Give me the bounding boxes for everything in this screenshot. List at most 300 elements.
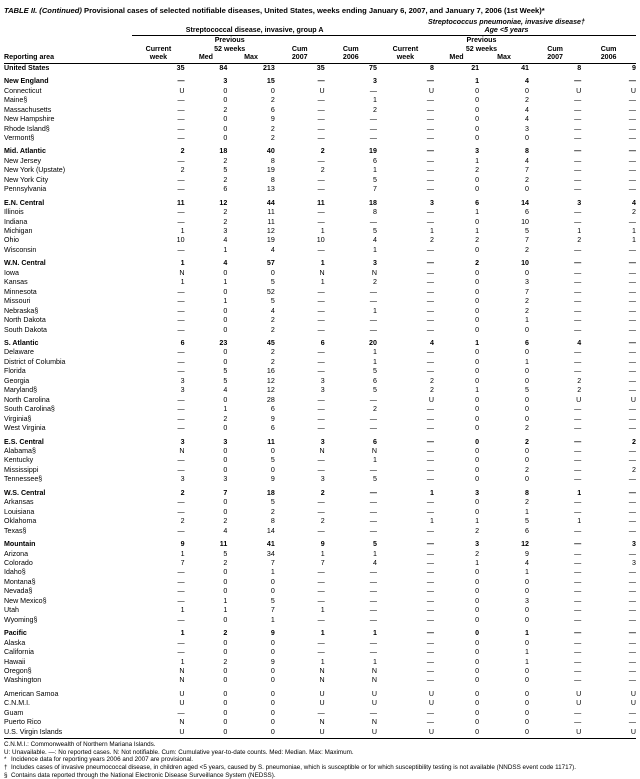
value-cell: — — [426, 405, 434, 414]
value-cell: 0 — [475, 268, 480, 277]
value-cell: 1 — [372, 166, 377, 175]
value-cell: 2 — [525, 297, 529, 306]
value-cell: — — [369, 517, 377, 526]
value-cell: — — [369, 638, 377, 647]
value-cell: 5 — [270, 498, 275, 507]
value-cell: — — [369, 115, 377, 124]
value-cell: U — [576, 689, 582, 698]
value-cell: 0 — [525, 325, 529, 334]
value-cell: 0 — [223, 708, 228, 717]
value-cell: 0 — [475, 348, 480, 357]
value-cell: — — [574, 115, 582, 124]
value-cell: — — [317, 568, 325, 577]
value-cell: 5 — [525, 386, 529, 395]
weeks52-label-b: 52 weeks — [465, 44, 498, 53]
value-cell: — — [369, 526, 377, 535]
value-cell: — — [628, 498, 636, 507]
value-cell: 1 — [320, 227, 325, 236]
med-header-b: Med — [449, 53, 464, 62]
value-cell: 0 — [475, 475, 480, 484]
value-cell: 1 — [372, 657, 377, 666]
value-cell: — — [426, 185, 434, 194]
value-cell: — — [628, 657, 636, 666]
value-cell: 1 — [372, 348, 377, 357]
value-cell: 12 — [266, 386, 275, 395]
reporting-area-cell: Pennsylvania — [4, 185, 47, 194]
previous-label-row — [4, 36, 636, 45]
value-cell: 5 — [372, 386, 377, 395]
value-cell: 9 — [270, 115, 275, 124]
value-cell: 0 — [525, 587, 529, 596]
reporting-area-cell: Connecticut — [4, 86, 42, 95]
value-cell: 11 — [317, 198, 325, 207]
value-cell: 1 — [180, 227, 185, 236]
footnote-cnmi: C.N.M.I.: Commonwealth of Northern Mariana Islands. — [4, 741, 156, 749]
value-cell: 2 — [180, 166, 185, 175]
value-cell: U — [428, 86, 434, 95]
value-cell: — — [628, 185, 636, 194]
rule-table-bottom — [4, 737, 636, 739]
value-cell: 19 — [369, 147, 377, 156]
value-cell: 84 — [219, 63, 228, 72]
reporting-area-cell: West Virginia — [4, 424, 46, 433]
reporting-area-cell: U.S. Virgin Islands — [4, 727, 63, 736]
value-cell: U — [630, 689, 636, 698]
value-cell: — — [317, 498, 325, 507]
value-cell: 0 — [223, 507, 228, 516]
value-cell: 6 — [475, 198, 480, 207]
value-cell: — — [177, 208, 185, 217]
value-cell: 2 — [430, 386, 434, 395]
value-cell: 3 — [320, 376, 325, 385]
value-cell: 0 — [475, 278, 480, 287]
reporting-area-cell: Virginia§ — [4, 414, 32, 423]
value-cell: — — [628, 456, 636, 465]
value-cell: — — [628, 568, 636, 577]
value-cell: 5 — [372, 227, 377, 236]
table-row — [4, 185, 636, 194]
value-cell: — — [317, 414, 325, 423]
reporting-area-cell: Georgia — [4, 376, 30, 385]
value-cell: — — [426, 606, 434, 615]
value-cell: — — [574, 217, 582, 226]
value-cell: — — [574, 718, 582, 727]
value-cell: — — [317, 648, 325, 657]
value-cell: 3 — [475, 540, 480, 549]
reporting-area-cell: Wyoming§ — [4, 615, 38, 624]
value-cell: 7 — [525, 236, 529, 245]
group-header-strep-a: Streptococcal disease, invasive, group A — [185, 26, 324, 34]
value-cell: 5 — [270, 456, 275, 465]
value-cell: — — [426, 657, 434, 666]
reporting-area-cell: Tennessee§ — [4, 475, 43, 484]
value-cell: U — [428, 727, 434, 736]
value-cell: 2 — [223, 105, 228, 114]
footnote-section-mark: § — [4, 771, 8, 779]
footnotes — [4, 741, 636, 779]
value-cell: — — [426, 175, 434, 184]
value-cell: 2 — [525, 96, 529, 105]
reporting-area-cell: Vermont§ — [4, 133, 35, 142]
value-cell: — — [628, 339, 636, 348]
value-cell: 1 — [525, 568, 529, 577]
table-row — [4, 63, 636, 73]
reporting-area-cell: New Jersey — [4, 156, 42, 165]
value-cell: — — [628, 638, 636, 647]
value-cell: — — [628, 708, 636, 717]
footnote-legend: U: Unavailable. —: No reported cases. N: Not notifiable. Cum: Cumulative year-to-date counts. Med: Median. Max: Maximum. — [4, 748, 354, 756]
group-header-strep-pneumo — [377, 18, 636, 34]
value-cell: 0 — [475, 587, 480, 596]
value-cell: — — [317, 325, 325, 334]
value-cell: 3 — [475, 147, 480, 156]
previous-label-a: Previous — [214, 36, 245, 44]
value-cell: 11 — [267, 208, 275, 217]
value-cell: — — [317, 133, 325, 142]
value-cell: — — [426, 596, 434, 605]
reporting-area-cell: New Hampshire — [4, 115, 55, 124]
value-cell: 0 — [475, 217, 480, 226]
value-cell: U — [319, 86, 325, 95]
reporting-area-cell: Montana§ — [4, 577, 36, 586]
value-cell: 9 — [320, 540, 325, 549]
reporting-area-cell: New Mexico§ — [4, 596, 47, 605]
value-cell: 0 — [223, 498, 228, 507]
reporting-area-cell: Kentucky — [4, 456, 34, 465]
value-cell: 0 — [475, 124, 480, 133]
value-cell: 0 — [270, 708, 275, 717]
value-cell: — — [177, 648, 185, 657]
max-header-a: Max — [244, 53, 258, 62]
value-cell: — — [628, 386, 636, 395]
value-cell: U — [319, 699, 325, 708]
value-cell: 1 — [372, 306, 377, 315]
value-cell: 4 — [223, 526, 228, 535]
value-cell: 0 — [475, 395, 480, 404]
value-cell: 0 — [270, 587, 275, 596]
value-cell: 0 — [270, 86, 275, 95]
value-cell: — — [369, 395, 377, 404]
value-cell: — — [426, 475, 434, 484]
value-cell: 18 — [266, 488, 275, 497]
table-row — [4, 447, 636, 456]
value-cell: 0 — [475, 376, 480, 385]
table-row — [4, 424, 636, 433]
value-cell: 3 — [577, 198, 582, 207]
value-cell: — — [177, 77, 185, 86]
table-body — [4, 63, 636, 737]
value-cell: — — [317, 638, 325, 647]
value-cell: 1 — [223, 245, 228, 254]
reporting-area-cell: Florida — [4, 367, 26, 376]
table-row — [4, 597, 636, 606]
value-cell: — — [369, 287, 377, 296]
weeks52-label-row — [4, 45, 636, 54]
table-row — [4, 648, 636, 657]
value-cell: 1 — [372, 96, 377, 105]
value-cell: 0 — [223, 357, 228, 366]
value-cell: — — [317, 185, 325, 194]
table-row — [4, 208, 636, 217]
value-cell: — — [317, 405, 325, 414]
value-cell: — — [317, 105, 325, 114]
value-cell: U — [576, 86, 582, 95]
table-row — [4, 176, 636, 185]
value-cell: — — [628, 278, 636, 287]
value-cell: 0 — [223, 727, 228, 736]
value-cell: 0 — [475, 648, 480, 657]
value-cell: 3 — [223, 475, 228, 484]
value-cell: 8 — [430, 63, 434, 72]
value-cell: — — [177, 507, 185, 516]
value-cell: — — [177, 287, 185, 296]
value-cell: U — [630, 86, 636, 95]
value-cell: 0 — [223, 96, 228, 105]
value-cell: — — [628, 306, 636, 315]
value-cell: 6 — [270, 105, 275, 114]
value-cell: 9 — [270, 475, 275, 484]
value-cell: 0 — [525, 395, 529, 404]
value-cell: 0 — [525, 447, 529, 455]
value-cell: — — [574, 638, 582, 647]
table-row — [4, 96, 636, 105]
value-cell: — — [628, 325, 636, 334]
value-cell: 0 — [270, 638, 275, 647]
value-cell: U — [179, 689, 185, 698]
value-cell: 9 — [270, 629, 275, 638]
value-cell: U — [371, 689, 377, 698]
value-cell: 0 — [223, 718, 228, 727]
value-cell: 1 — [475, 558, 480, 567]
value-cell: 1 — [475, 208, 480, 217]
value-cell: — — [177, 325, 185, 334]
value-cell: — — [628, 147, 636, 156]
value-cell: 1 — [475, 517, 480, 526]
value-cell: 2 — [270, 124, 275, 133]
value-cell: 4 — [223, 259, 228, 268]
value-cell: 0 — [525, 606, 529, 615]
value-cell: — — [574, 367, 582, 376]
value-cell: — — [317, 156, 325, 165]
value-cell: 8 — [577, 63, 582, 72]
value-cell: — — [426, 424, 434, 433]
value-cell: 1 — [320, 606, 325, 615]
value-cell: 1 — [430, 488, 434, 497]
value-cell: N — [319, 447, 325, 455]
value-cell: 0 — [525, 689, 529, 698]
value-cell: — — [177, 185, 185, 194]
reporting-area-cell: Colorado — [4, 558, 33, 567]
value-cell: 2 — [270, 348, 275, 357]
value-cell: 0 — [270, 689, 275, 698]
footnote-dagger-mark: † — [4, 763, 8, 771]
value-cell: 2 — [577, 376, 582, 385]
value-cell: 0 — [475, 115, 480, 124]
table-row — [4, 218, 636, 227]
table-row — [4, 236, 636, 245]
value-cell: 1 — [320, 259, 325, 268]
reporting-area-cell: Mississippi — [4, 465, 39, 474]
value-cell: N — [179, 447, 185, 455]
value-cell: — — [369, 577, 377, 586]
table-row — [4, 718, 636, 727]
value-cell: 0 — [223, 676, 228, 685]
value-cell: — — [426, 105, 434, 114]
value-cell: 2 — [223, 175, 228, 184]
value-cell: — — [628, 376, 636, 385]
table-row — [4, 278, 636, 287]
value-cell: 0 — [525, 666, 529, 675]
value-cell: — — [628, 606, 636, 615]
table-row — [4, 106, 636, 115]
value-cell: — — [628, 124, 636, 133]
value-cell: — — [317, 115, 325, 124]
value-cell: 2 — [475, 526, 480, 535]
table-row — [4, 339, 636, 348]
table-row — [4, 405, 636, 414]
value-cell: 1 — [475, 227, 480, 236]
table-row — [4, 316, 636, 325]
value-cell: 0 — [223, 316, 228, 325]
value-cell: — — [369, 615, 377, 624]
value-cell: — — [369, 507, 377, 516]
value-cell: 2 — [320, 488, 325, 497]
table-row — [4, 288, 636, 297]
value-cell: 0 — [223, 465, 228, 474]
value-cell: 0 — [270, 577, 275, 586]
value-cell: — — [426, 666, 434, 675]
table-row — [4, 386, 636, 395]
value-cell: 1 — [180, 657, 185, 666]
value-cell: U — [179, 86, 185, 95]
reporting-area-cell: Oregon§ — [4, 666, 32, 675]
notifiable-diseases-table — [4, 18, 636, 739]
value-cell: 5 — [270, 278, 275, 287]
value-cell: 5 — [270, 297, 275, 306]
value-cell: — — [628, 217, 636, 226]
value-cell: 1 — [180, 259, 185, 268]
value-cell: 5 — [372, 475, 377, 484]
value-cell: 0 — [475, 699, 480, 708]
value-cell: 8 — [270, 156, 275, 165]
value-cell: 1 — [577, 488, 582, 497]
table-row — [4, 166, 636, 175]
value-cell: 7 — [270, 606, 275, 615]
value-cell: — — [177, 708, 185, 717]
value-cell: 2 — [525, 424, 529, 433]
reporting-area-cell: Nevada§ — [4, 587, 33, 596]
value-cell: — — [628, 297, 636, 306]
value-cell: — — [426, 348, 434, 357]
value-cell: — — [369, 488, 377, 497]
value-cell: — — [574, 105, 582, 114]
value-cell: 1 — [475, 339, 480, 348]
table-row — [4, 297, 636, 306]
cum2006-header-b: 2006 — [600, 53, 617, 62]
value-cell: 2 — [223, 414, 228, 423]
value-cell: 6 — [525, 208, 529, 217]
value-cell: — — [426, 638, 434, 647]
reporting-area-cell: Oklahoma — [4, 517, 37, 526]
value-cell: 3 — [320, 475, 325, 484]
reporting-area-cell: Kansas — [4, 278, 28, 287]
value-cell: — — [177, 498, 185, 507]
value-cell: — — [574, 133, 582, 142]
value-cell: — — [369, 587, 377, 596]
value-cell: 0 — [475, 507, 480, 516]
value-cell: N — [371, 447, 377, 455]
value-cell: 3 — [372, 77, 377, 86]
value-cell: 9 — [180, 540, 185, 549]
reporting-area-cell: Utah — [4, 606, 19, 615]
value-cell: 0 — [270, 666, 275, 675]
value-cell: — — [628, 367, 636, 376]
value-cell: — — [628, 587, 636, 596]
value-cell: — — [177, 526, 185, 535]
value-cell: 2 — [270, 316, 275, 325]
reporting-area-cell: Missouri — [4, 297, 31, 306]
value-cell: — — [628, 414, 636, 423]
table-row — [4, 587, 636, 596]
med-header-a: Med — [198, 53, 214, 62]
footnote-dagger-row — [4, 764, 636, 772]
value-cell: 10 — [521, 217, 529, 226]
value-cell: 0 — [525, 615, 529, 624]
value-cell: — — [628, 577, 636, 586]
value-cell: — — [317, 175, 325, 184]
value-cell: — — [369, 424, 377, 433]
value-cell: 3 — [320, 437, 325, 446]
value-cell: 6 — [372, 376, 377, 385]
value-cell: 1 — [372, 456, 377, 465]
value-cell: 2 — [223, 208, 228, 217]
value-cell: 6 — [180, 339, 185, 348]
value-cell: 3 — [180, 437, 185, 446]
value-cell: N — [371, 718, 377, 727]
value-cell: 5 — [525, 517, 529, 526]
value-cell: — — [426, 278, 434, 287]
value-cell: — — [426, 465, 434, 474]
value-cell: — — [628, 287, 636, 296]
value-cell: — — [574, 526, 582, 535]
max-header-b: Max — [497, 53, 511, 62]
value-cell: — — [574, 606, 582, 615]
value-cell: — — [628, 245, 636, 254]
value-cell: — — [574, 405, 582, 414]
table-row — [4, 269, 636, 278]
value-cell: 40 — [266, 147, 275, 156]
table-row — [4, 134, 636, 143]
group-header-strep-pneumo-line2: Age <5 years — [484, 26, 529, 34]
value-cell: 2 — [475, 166, 480, 175]
footnote-star-text: Incidence data for reporting years 2006 and 2007 are provisional. — [11, 756, 194, 764]
value-cell: 2 — [270, 96, 275, 105]
value-cell: 3 — [525, 124, 529, 133]
value-cell: — — [177, 124, 185, 133]
reporting-area-cell: North Carolina — [4, 395, 50, 404]
value-cell: — — [426, 77, 434, 86]
value-cell: 2 — [180, 147, 185, 156]
value-cell: 20 — [369, 339, 377, 348]
value-cell: — — [574, 447, 582, 455]
value-cell: — — [426, 615, 434, 624]
value-cell: — — [574, 147, 582, 156]
value-cell: 0 — [223, 615, 228, 624]
value-cell: 213 — [262, 63, 275, 72]
value-cell: 7 — [320, 558, 325, 567]
value-cell: U — [179, 699, 185, 708]
value-cell: — — [574, 456, 582, 465]
